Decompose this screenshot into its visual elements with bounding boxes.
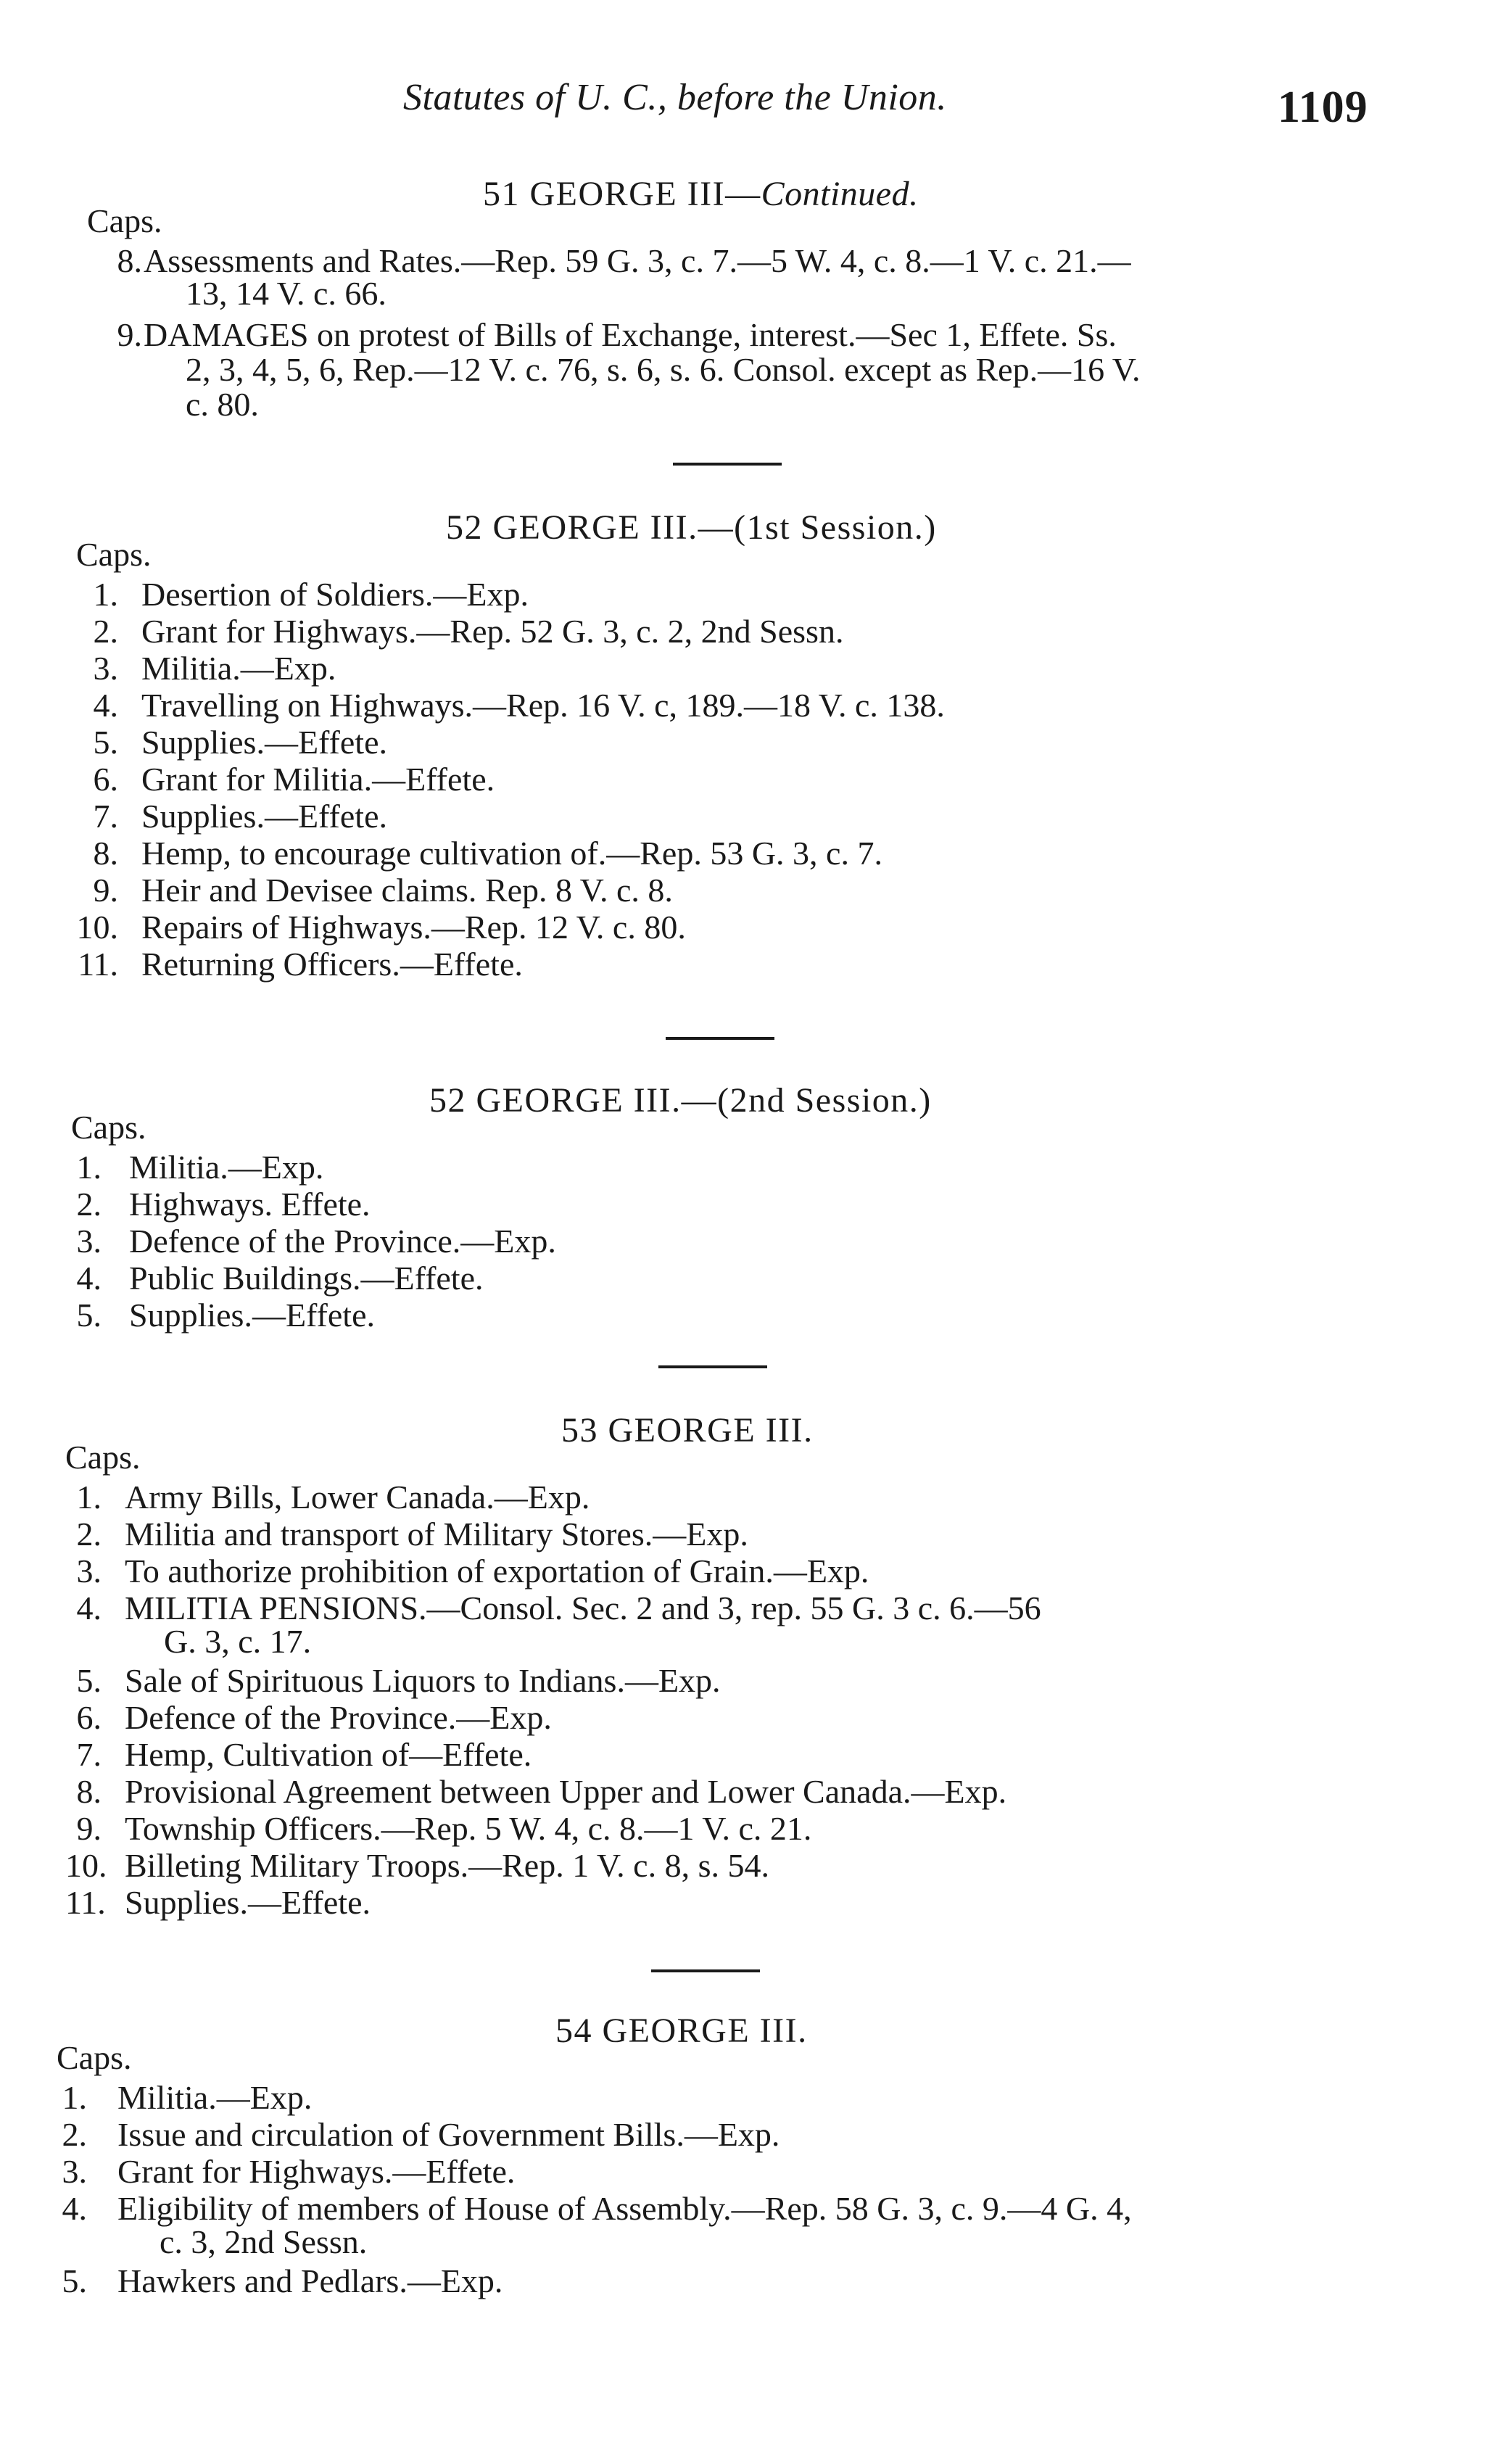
entry-text: Desertion of Soldiers.—Exp. [141, 576, 529, 613]
entry-number: 1. [76, 1479, 102, 1516]
list-item [65, 1662, 1428, 1699]
running-head [0, 76, 1501, 132]
section-title: 53 GEORGE III. [561, 1411, 814, 1450]
list-item [76, 576, 1439, 613]
section-divider [658, 1365, 767, 1368]
list-item [71, 1149, 1434, 1186]
caps-label: Caps. [65, 1439, 141, 1476]
entry-number: 7. [76, 1736, 102, 1773]
running-head-title: Statutes of U. C., before the Union. [403, 77, 947, 118]
list-item [57, 2116, 1420, 2153]
entry-text: Supplies.—Effete. [129, 1297, 375, 1334]
entry-text: Repairs of Highways.—Rep. 12 V. c. 80. [141, 909, 686, 946]
section-title-italic: Continued. [761, 175, 919, 213]
entry-text: Grant for Highways.—Rep. 52 G. 3, c. 2, 2nd Sessn. [141, 613, 844, 650]
entry-number: 3. [62, 2153, 87, 2190]
section-title-text: 51 GEORGE III— [483, 175, 761, 213]
entry-text: Militia.—Exp. [141, 650, 336, 687]
entry-text: Militia.—Exp. [129, 1149, 324, 1186]
list-item [65, 1479, 1428, 1516]
entry-number: 11. [65, 1884, 106, 1921]
entry-text: Highways. Effete. [129, 1186, 371, 1223]
entry-number: 6. [93, 761, 118, 798]
entry-text: Heir and Devisee claims. Rep. 8 V. c. 8. [141, 872, 673, 909]
section-title [483, 174, 919, 214]
entry-number: 5. [62, 2262, 87, 2299]
section-divider [651, 1969, 760, 1972]
entry-number: 2. [93, 613, 118, 650]
entry-number: 11. [78, 946, 118, 983]
entry-continuation: 2, 3, 4, 5, 6, Rep.—12 V. c. 76, s. 6, s. 6. Consol. except as Rep.—16 V. [186, 351, 1141, 388]
section-divider [673, 463, 782, 466]
entry-number: 7. [93, 798, 118, 835]
entry-text: Supplies.—Effete. [141, 798, 387, 835]
entry-text: Grant for Militia.—Effete. [141, 761, 495, 798]
entry-text: To authorize prohibition of exportation of Grain.—Exp. [125, 1553, 869, 1589]
entry-number: 3. [93, 650, 118, 687]
entry-number: 2. [76, 1186, 102, 1223]
entry-text: Defence of the Province.—Exp. [129, 1223, 556, 1260]
entry-number: 6. [76, 1699, 102, 1736]
list-item [65, 1516, 1428, 1553]
list-item [65, 1589, 1428, 1662]
entry-text: Hawkers and Pedlars.—Exp. [117, 2262, 503, 2299]
entry-text: Travelling on Highways.—Rep. 16 V. c, 189.—18 V. c. 138. [141, 687, 945, 724]
list-item [71, 1260, 1434, 1297]
entry-continuation: c. 3, 2nd Sessn. [160, 2223, 368, 2260]
entry-number: 4. [62, 2190, 87, 2227]
entry-number: 1. [76, 1149, 102, 1186]
section-title: 52 GEORGE III.—(1st Session.) [446, 508, 937, 547]
list-item [65, 1773, 1428, 1810]
list-item [65, 1810, 1428, 1847]
entry-text: Supplies.—Effete. [141, 724, 387, 761]
entry-text: Billeting Military Troops.—Rep. 1 V. c. 8, s. 54. [125, 1847, 770, 1884]
caps-label: Caps. [76, 536, 152, 573]
entry-text: Issue and circulation of Government Bills.—Exp. [117, 2116, 780, 2153]
entry-text: Public Buildings.—Effete. [129, 1260, 484, 1297]
caps-label: Caps. [87, 202, 162, 239]
entry-number: 9. [76, 1810, 102, 1847]
section-title: 54 GEORGE III. [555, 2012, 808, 2050]
list-item [65, 1884, 1428, 1921]
entry-text: Militia.—Exp. [117, 2079, 313, 2116]
list-item [87, 316, 1450, 425]
entry-number: 3. [76, 1553, 102, 1589]
entry-number: 2. [76, 1516, 102, 1553]
entry-number: 9. [93, 872, 118, 909]
entry-text: Sale of Spirituous Liquors to Indians.—Exp. [125, 1662, 721, 1699]
list-item [65, 1699, 1428, 1736]
entry-list [57, 2079, 1420, 2299]
entry-text: Hemp, Cultivation of—Effete. [125, 1736, 532, 1773]
entry-number: 8. [117, 242, 142, 279]
list-item [76, 687, 1439, 724]
entry-list [65, 1479, 1428, 1921]
entry-text: Hemp, to encourage cultivation of.—Rep. 53 G. 3, c. 7. [141, 835, 882, 872]
list-item [57, 2153, 1420, 2190]
entry-text: Militia and transport of Military Stores.—Exp. [125, 1516, 748, 1553]
entry-text: Supplies.—Effete. [125, 1884, 371, 1921]
entry-number: 4. [76, 1260, 102, 1297]
page-number: 1109 [1278, 83, 1368, 132]
list-item [57, 2079, 1420, 2116]
list-item [76, 872, 1439, 909]
list-item [57, 2262, 1420, 2299]
entry-text: MILITIA PENSIONS.—Consol. Sec. 2 and 3, rep. 55 G. 3 c. 6.—56 [125, 1589, 1041, 1626]
entry-list [71, 1149, 1434, 1334]
list-item [71, 1186, 1434, 1223]
entry-number: 10. [76, 909, 118, 946]
entry-text: Eligibility of members of House of Assembly.—Rep. 58 G. 3, c. 9.—4 G. 4, [117, 2190, 1132, 2227]
list-item [76, 798, 1439, 835]
list-item [76, 946, 1439, 983]
entry-number: 4. [93, 687, 118, 724]
list-item [76, 724, 1439, 761]
entry-continuation: 13, 14 V. c. 66. [186, 275, 386, 312]
caps-label: Caps. [57, 2039, 132, 2076]
caps-label: Caps. [71, 1109, 146, 1146]
list-item [65, 1553, 1428, 1589]
entry-number: 5. [76, 1662, 102, 1699]
entry-number: 8. [76, 1773, 102, 1810]
list-item [71, 1297, 1434, 1334]
entry-number: 3. [76, 1223, 102, 1260]
entry-list [76, 576, 1439, 983]
entry-number: 5. [76, 1297, 102, 1334]
list-item [71, 1223, 1434, 1260]
list-item [87, 242, 1450, 316]
section-divider [666, 1037, 774, 1040]
entry-text: Grant for Highways.—Effete. [117, 2153, 516, 2190]
entry-text: Provisional Agreement between Upper and Lower Canada.—Exp. [125, 1773, 1007, 1810]
entry-text: DAMAGES on protest of Bills of Exchange, interest.—Sec 1, Effete. Ss. [144, 316, 1117, 353]
entry-list [87, 242, 1450, 425]
entry-number: 2. [62, 2116, 87, 2153]
list-item [65, 1736, 1428, 1773]
entry-text: Assessments and Rates.—Rep. 59 G. 3, c. 7.—5 W. 4, c. 8.—1 V. c. 21.— [144, 242, 1131, 279]
entry-number: 10. [65, 1847, 107, 1884]
list-item [76, 909, 1439, 946]
list-item [57, 2190, 1420, 2262]
entry-number: 5. [93, 724, 118, 761]
entry-text: Township Officers.—Rep. 5 W. 4, c. 8.—1 V. c. 21. [125, 1810, 812, 1847]
list-item [76, 613, 1439, 650]
list-item [76, 835, 1439, 872]
entry-continuation: c. 80. [186, 386, 259, 423]
list-item [65, 1847, 1428, 1884]
list-item [76, 761, 1439, 798]
entry-continuation: G. 3, c. 17. [164, 1623, 312, 1660]
entry-number: 4. [76, 1589, 102, 1626]
entry-number: 9. [117, 316, 142, 353]
entry-number: 1. [62, 2079, 87, 2116]
entry-number: 8. [93, 835, 118, 872]
list-item [76, 650, 1439, 687]
entry-text: Defence of the Province.—Exp. [125, 1699, 552, 1736]
entry-text: Army Bills, Lower Canada.—Exp. [125, 1479, 590, 1516]
section-title: 52 GEORGE III.—(2nd Session.) [429, 1081, 932, 1120]
entry-text: Returning Officers.—Effete. [141, 946, 523, 983]
entry-number: 1. [93, 576, 118, 613]
